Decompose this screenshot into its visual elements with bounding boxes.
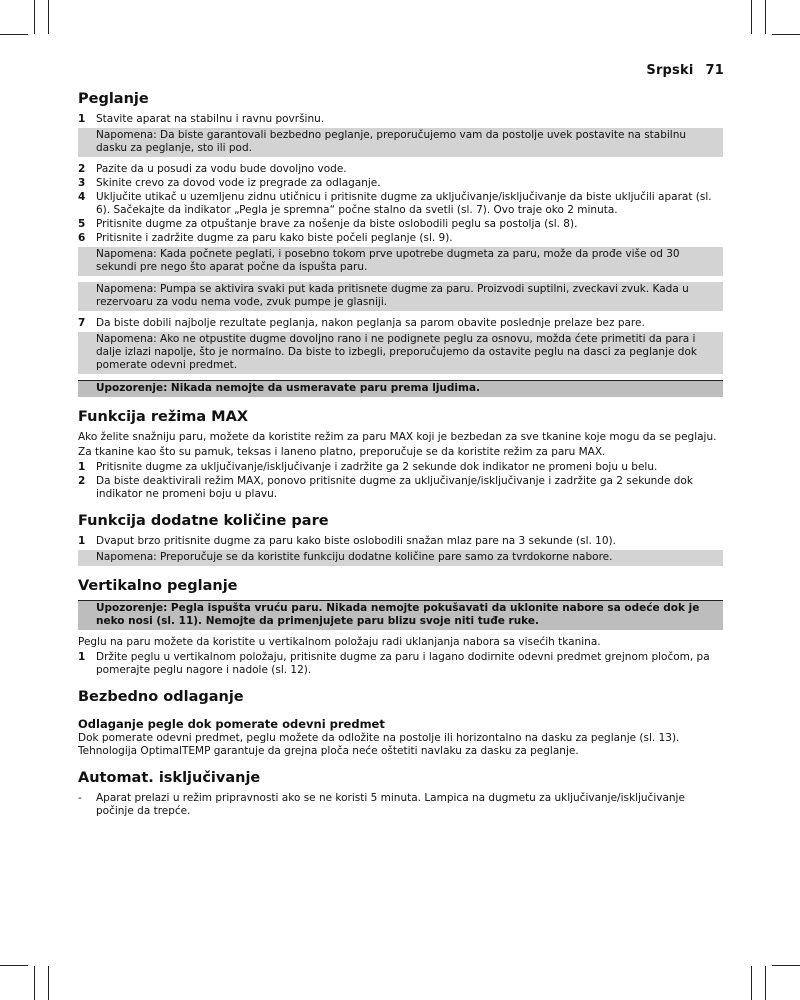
bullet-text: Aparat prelazi u režim pripravnosti ako se ne koristi 5 minuta. Lampica na dugmetu za uključivanje/isključivanje počinje da trepće. — [96, 792, 685, 817]
step-text: Pritisnite dugme za uključivanje/isključivanje i zadržite ga 2 sekunde dok indikator ne promeni boju u belu. — [96, 461, 658, 473]
step-text: Skinite crevo za dovod vode iz pregrade za odlaganje. — [96, 177, 381, 189]
page-header — [646, 63, 724, 78]
list-item — [78, 535, 723, 548]
list-item — [78, 475, 723, 501]
crop-mark — [48, 0, 49, 34]
list-item — [78, 191, 723, 217]
subsection-title: Odlaganje pegle dok pomerate odevni predmet — [78, 717, 385, 731]
crop-mark — [48, 966, 49, 1000]
list-item — [78, 218, 723, 231]
note-box: Napomena: Preporučuje se da koristite funkciju dodatne količine pare samo za tvrdokorne nabore. — [78, 550, 723, 566]
list-item — [78, 177, 723, 190]
paragraph: Dok pomerate odevni predmet, peglu možete da odložite na postolje ili horizontalno na dasku za peglanje (sl. 13). Tehnologija OptimalTEMP garantuje da grejna ploča neće oštetiti navlaku za dasku za peglanje. — [78, 732, 680, 757]
header-language: Srpski — [646, 63, 694, 78]
crop-mark — [765, 0, 766, 34]
step-number: 7 — [78, 317, 86, 329]
note-box: Napomena: Ako ne otpustite dugme dovoljno rano i ne podignete peglu za osnovu, možda ćete primetiti da para i dalje izlazi napolje, što je normalno. Da biste to izbegli, preporučujemo da ostavite peglu na dasci za peglanje dok pomerate odevni predmet. — [78, 332, 723, 374]
step-number: 1 — [78, 113, 86, 125]
step-number: 1 — [78, 461, 86, 473]
page-content — [78, 90, 723, 819]
step-number: 5 — [78, 218, 86, 230]
list-item — [78, 113, 723, 126]
step-number: 1 — [78, 535, 86, 547]
step-text: Pritisnite i zadržite dugme za paru kako biste počeli peglanje (sl. 9). — [96, 232, 453, 244]
section-title-boost: Funkcija dodatne količine pare — [78, 513, 329, 529]
crop-mark — [0, 34, 28, 35]
step-text: Stavite aparat na stabilnu i ravnu površinu. — [96, 113, 325, 125]
paragraph: Ako želite snažniju paru, možete da koristite režim za paru MAX koji je bezbedan za sve tkanine koje mogu da se peglaju. — [78, 431, 717, 443]
note-box: Napomena: Pumpa se aktivira svaki put kada pritisnete dugme za paru. Proizvodi suptilni, zveckavi zvuk. Kada u rezervoaru za vodu nema vode, zvuk pumpe je glasniji. — [78, 282, 723, 311]
step-text: Pritisnite dugme za otpuštanje brave za nošenje da biste oslobodili peglu sa postolja (sl. 8). — [96, 218, 578, 230]
step-number: 3 — [78, 177, 86, 189]
bullet-dash: - — [78, 792, 82, 804]
step-text: Da biste dobili najbolje rezultate peglanja, nakon peglanja sa parom obavite poslednje prelaze bez pare. — [96, 317, 645, 329]
warning-box: Upozorenje: Nikada nemojte da usmeravate paru prema ljudima. — [78, 380, 723, 397]
section-title-storage: Bezbedno odlaganje — [78, 689, 244, 705]
step-text: Da biste deaktivirali režim MAX, ponovo pritisnite dugme za uključivanje/isključivanje i zadržite ga 2 sekunde dok indikator ne promeni boju u plavu. — [96, 475, 693, 500]
list-item — [78, 163, 723, 176]
step-number: 2 — [78, 163, 86, 175]
paragraph: Peglu na paru možete da koristite u vertikalnom položaju radi uklanjanja nabora sa visećih tkanina. — [78, 636, 601, 648]
step-number: 2 — [78, 475, 86, 487]
crop-mark — [765, 966, 766, 1000]
list-item — [78, 792, 723, 818]
crop-mark — [772, 965, 800, 966]
list-item — [78, 651, 723, 677]
warning-box: Upozorenje: Pegla ispušta vruću paru. Nikada nemojte pokušavati da uklonite nabore sa odeće dok je neko nosi (sl. 11). Nemojte da primenjujete paru blizu svoje niti tuđe ruke. — [78, 600, 723, 630]
crop-mark — [34, 966, 35, 1000]
list-item — [78, 461, 723, 474]
crop-mark — [751, 0, 752, 34]
section-title-vertical: Vertikalno peglanje — [78, 578, 238, 594]
step-number: 1 — [78, 651, 86, 663]
note-box: Napomena: Kada počnete peglati, i posebno tokom prve upotrebe dugmeta za paru, može da prođe više od 30 sekundi pre nego što aparat počne da ispušta paru. — [78, 247, 723, 276]
step-number: 4 — [78, 191, 86, 203]
paragraph: Za tkanine kao što su pamuk, teksas i laneno platno, preporučuje se da koristite režim za paru MAX. — [78, 446, 606, 458]
list-item — [78, 317, 723, 330]
note-box: Napomena: Da biste garantovali bezbedno peglanje, preporučujemo vam da postolje uvek postavite na stabilnu dasku za peglanje, sto ili pod. — [78, 128, 723, 157]
page-number: 71 — [705, 63, 724, 78]
crop-mark — [772, 34, 800, 35]
crop-mark — [34, 0, 35, 34]
step-number: 6 — [78, 232, 86, 244]
section-title-auto-off: Automat. isključivanje — [78, 770, 261, 786]
step-text: Uključite utikač u uzemljenu zidnu utičnicu i pritisnite dugme za uključivanje/isključivanje da biste uključili aparat (sl. 6). Sačekajte da indikator „Pegla je spremna“ počne stalno da svetli (sl. 7). Ovo traje oko 2 minuta. — [96, 191, 712, 216]
step-text: Pazite da u posudi za vodu bude dovoljno vode. — [96, 163, 347, 175]
crop-mark — [751, 966, 752, 1000]
list-item — [78, 232, 723, 245]
step-text: Dvaput brzo pritisnite dugme za paru kako biste oslobodili snažan mlaz pare na 3 sekunde (sl. 10). — [96, 535, 616, 547]
crop-mark — [0, 965, 28, 966]
section-title-peglanje: Peglanje — [78, 91, 149, 107]
step-text: Držite peglu u vertikalnom položaju, pritisnite dugme za paru i lagano dodirnite odevni predmet grejnom pločom, pa pomerajte peglu nagore i nadole (sl. 12). — [96, 651, 710, 676]
section-title-max-mode: Funkcija režima MAX — [78, 409, 249, 425]
